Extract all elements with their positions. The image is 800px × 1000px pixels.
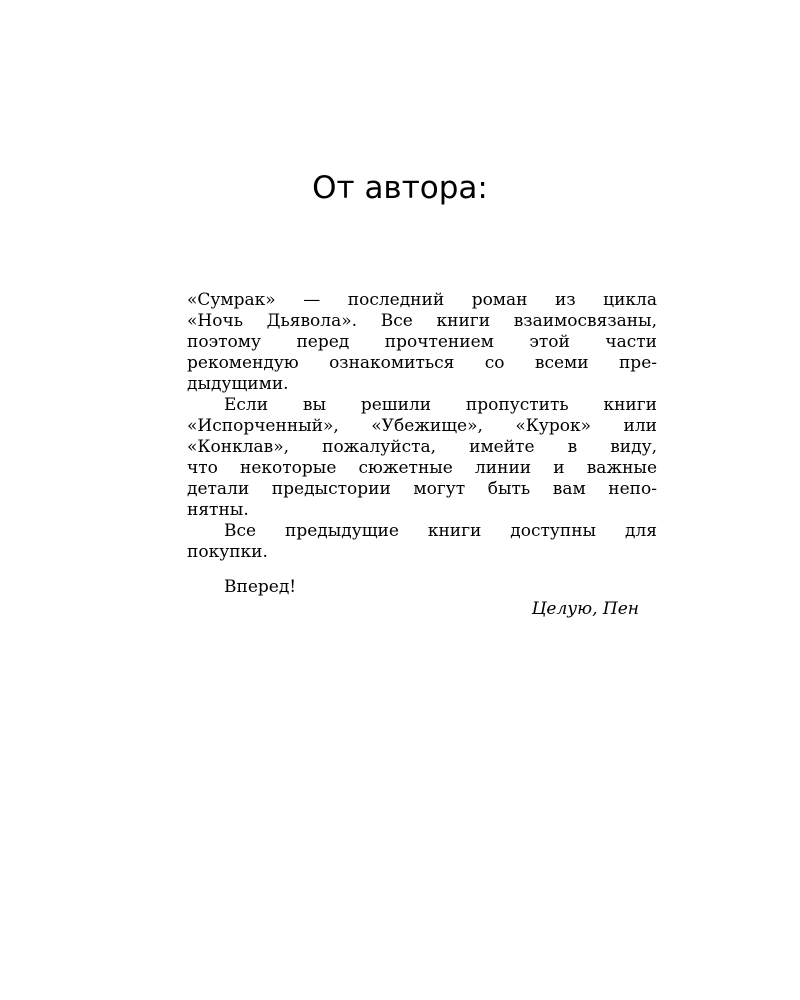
author-note-text <box>187 290 657 563</box>
closing-line: Вперед! <box>224 577 297 597</box>
text-line: «Сумрак» — последний роман из цикла <box>187 290 657 310</box>
text-line: дыдущими. <box>187 374 289 394</box>
text-line: нятны. <box>187 500 249 520</box>
text-line: покупки. <box>187 542 268 562</box>
text-line: «Ночь Дьявола». Все книги взаимосвязаны, <box>187 311 657 331</box>
text-line: рекомендую ознакомиться со всеми пре- <box>187 353 657 373</box>
text-line: Все предыдущие книги доступны для <box>224 521 657 541</box>
text-line: «Конклав», пожалуйста, имейте в виду, <box>187 437 657 457</box>
page-heading: От автора: <box>312 170 488 206</box>
text-line: детали предыстории могут быть вам непо- <box>187 479 657 499</box>
text-line: Если вы решили пропустить книги <box>224 395 657 415</box>
text-line: что некоторые сюжетные линии и важные <box>187 458 657 478</box>
text-line: поэтому перед прочтением этой части <box>187 332 657 352</box>
text-line: «Испорченный», «Убежище», «Курок» или <box>187 416 657 436</box>
author-signature: Целую, Пен <box>531 599 639 619</box>
